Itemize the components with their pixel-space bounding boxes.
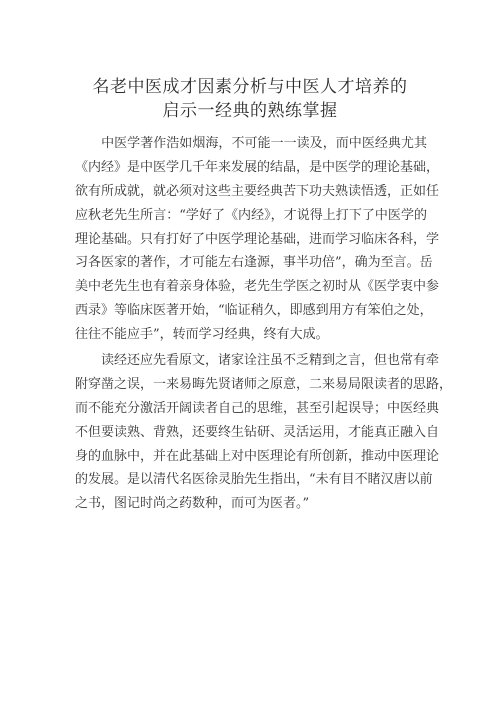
paragraph-line: 身的血脉中，并在此基础上对中医理论有所创新，推动中医理论: [75, 448, 440, 464]
paragraph-line: 读经还应先看原文，诸家诠注虽不乏精到之言，但也常有牵: [75, 353, 440, 368]
paragraph-2: [75, 349, 453, 516]
paragraph-line: 西录》等临床医著开始，“临证稍久，即感到用方有笨伯之处，: [75, 303, 433, 319]
paragraph-line: 《内经》是中医学几千年来发展的结晶，是中医学的理论基础，: [75, 159, 440, 175]
paragraph-1: [75, 132, 440, 347]
paragraph-line: 理论基础。只有打好了中医学理论基础，进而学习临床各科，学: [75, 231, 440, 247]
paragraph-line: 美中老先生也有着亲身体验，老先生学医之初时从《医学衷中参: [75, 279, 440, 295]
paragraph-line: 之书，图记时尚之药数种，而可为医者。”: [75, 496, 310, 512]
paragraph-line: 不但要读熟、背熟，还要终生钻研、灵活运用，才能真正融入自: [75, 424, 440, 440]
document-title-line-2: 启示一经典的熟练掌握: [162, 101, 338, 121]
paragraph-line: 中医学著作浩如烟海，不可能一一读及，而中医经典尤其: [75, 136, 427, 151]
paragraph-line: 欲有所成就，就必须对这些主要经典苦下功夫熟读悟透，正如任: [75, 183, 440, 199]
paragraph-line: 而不能充分激活开阔读者自己的思维，甚至引起误导；中医经典: [75, 400, 440, 416]
paragraph-line: 往往不能应手”，转而学习经典，终有大成。: [75, 327, 329, 343]
paragraph-line: 的发展。是以清代名医徐灵胎先生指出，“未有目不睹汉唐以前: [75, 472, 433, 488]
paragraph-line: 应秋老先生所言：“学好了《内经》，才说得上打下了中医学的: [75, 207, 427, 223]
document-title-line-1: 名老中医成才因素分析与中医人才培养的: [92, 77, 408, 97]
paragraph-line: 习各医家的著作，才可能左右逢源，事半功倍”，确为至言。岳: [75, 255, 433, 271]
paragraph-line: 附穿凿之误，一来易晦先贤诸师之原意，二来易局限读者的思路，: [75, 376, 453, 392]
